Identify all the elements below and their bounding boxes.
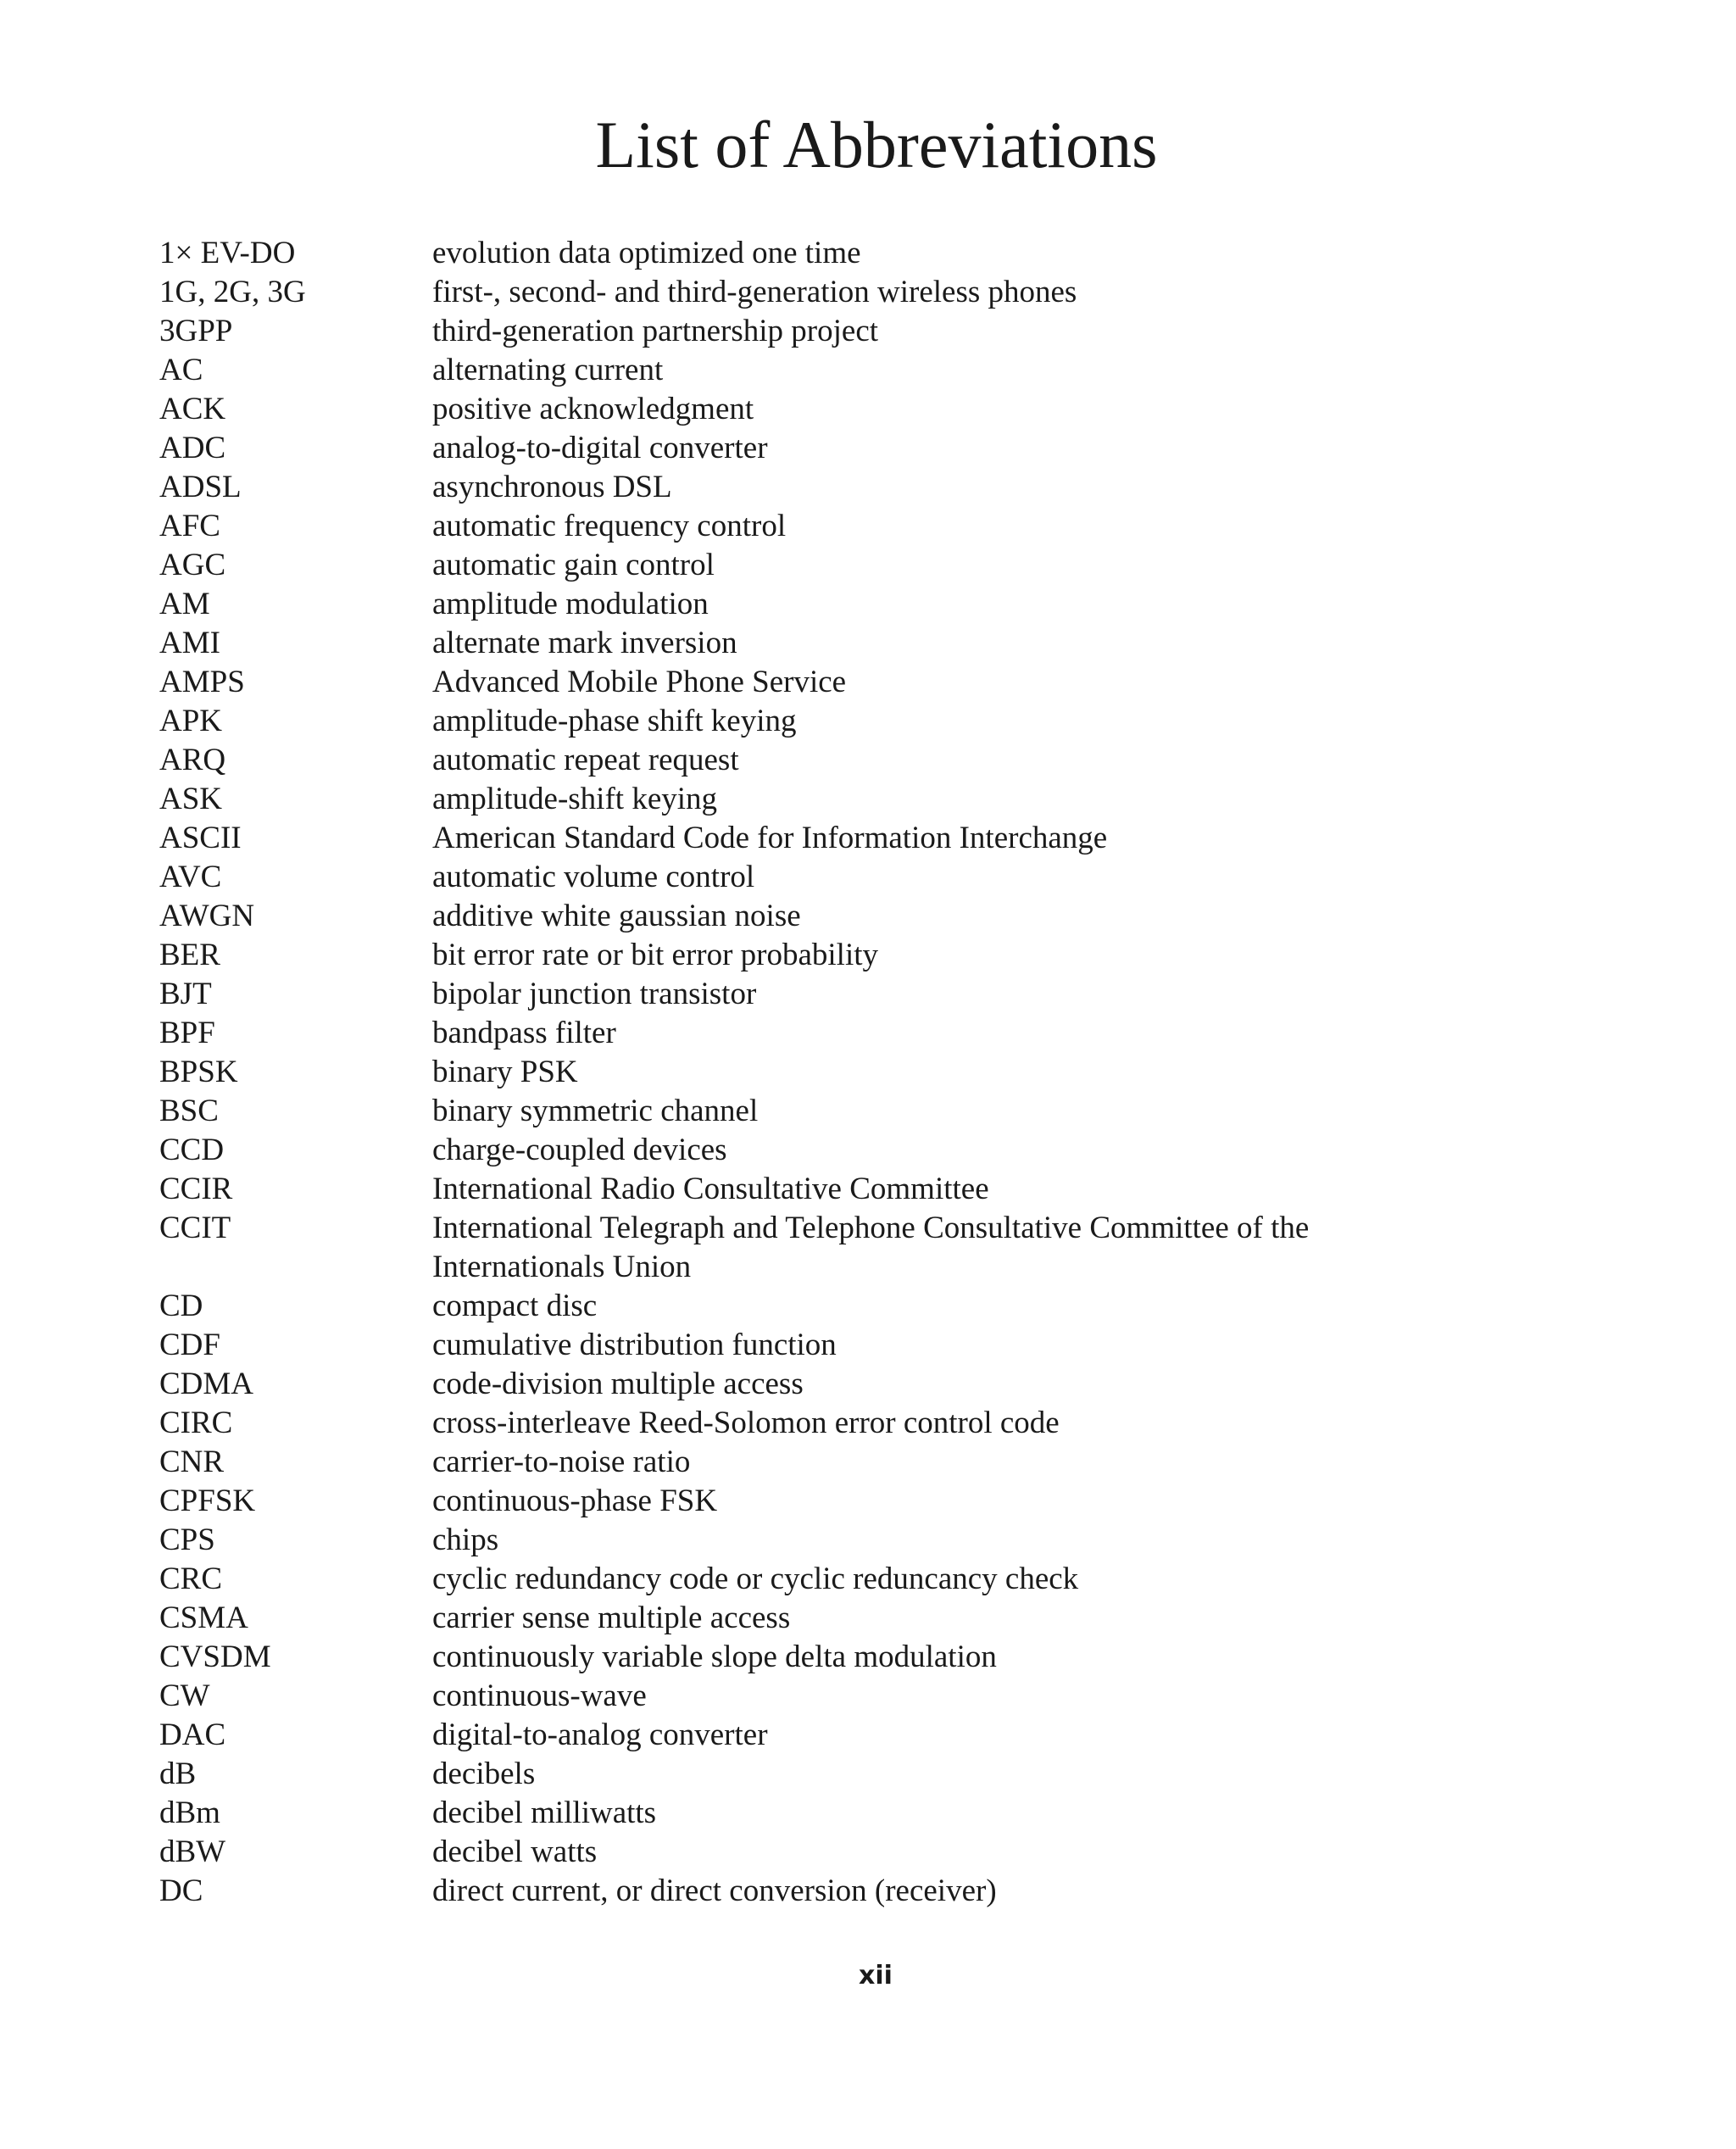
abbreviation-term: BJT bbox=[159, 977, 212, 1011]
abbreviation-definition: International Telegraph and Telephone Consultative Committee of the Internationals Union bbox=[432, 1211, 1310, 1284]
abbreviation-row bbox=[159, 975, 1600, 1014]
abbreviation-row bbox=[159, 1482, 1600, 1521]
abbreviation-row bbox=[159, 1755, 1600, 1794]
abbreviation-term: BER bbox=[159, 938, 220, 972]
abbreviation-definition: decibel watts bbox=[432, 1834, 598, 1869]
abbreviation-definition: cross-interleave Reed-Solomon error control code bbox=[432, 1406, 1060, 1440]
abbreviation-row bbox=[159, 351, 1600, 390]
abbreviation-row bbox=[159, 1521, 1600, 1560]
abbreviation-term: dB bbox=[159, 1757, 197, 1791]
abbreviation-term: 1× EV-DO bbox=[159, 236, 296, 270]
abbreviation-definition: additive white gaussian noise bbox=[432, 899, 801, 933]
abbreviation-row bbox=[159, 624, 1600, 663]
abbreviation-row bbox=[159, 1287, 1600, 1326]
abbreviation-row bbox=[159, 1014, 1600, 1053]
abbreviation-definition: cyclic redundancy code or cyclic reduncancy check bbox=[432, 1562, 1079, 1596]
abbreviation-term: AMI bbox=[159, 626, 220, 660]
abbreviation-term: ADC bbox=[159, 431, 226, 465]
abbreviation-definition: alternate mark inversion bbox=[432, 626, 737, 660]
abbreviation-term: CD bbox=[159, 1289, 203, 1323]
abbreviation-definition: direct current, or direct conversion (receiver) bbox=[432, 1873, 997, 1908]
abbreviation-term: 1G, 2G, 3G bbox=[159, 275, 306, 309]
abbreviation-definition: third-generation partnership project bbox=[432, 314, 879, 348]
abbreviation-definition: continuous-phase FSK bbox=[432, 1484, 718, 1518]
abbreviation-row bbox=[159, 1833, 1600, 1872]
abbreviation-term: AWGN bbox=[159, 899, 255, 933]
abbreviation-term: CDMA bbox=[159, 1367, 254, 1401]
abbreviation-definition: bandpass filter bbox=[432, 1016, 616, 1050]
abbreviation-term: CCIT bbox=[159, 1211, 231, 1245]
abbreviation-definition: automatic volume control bbox=[432, 860, 755, 894]
abbreviation-term: AVC bbox=[159, 860, 222, 894]
abbreviation-term: BPF bbox=[159, 1016, 215, 1050]
abbreviation-row bbox=[159, 1560, 1600, 1599]
abbreviation-term: BSC bbox=[159, 1094, 219, 1128]
abbreviation-definition: bit error rate or bit error probability bbox=[432, 938, 879, 972]
abbreviation-row bbox=[159, 702, 1600, 741]
abbreviation-term: CRC bbox=[159, 1562, 223, 1596]
abbreviation-term: AC bbox=[159, 353, 203, 387]
abbreviation-definition: positive acknowledgment bbox=[432, 392, 754, 426]
abbreviation-definition: code-division multiple access bbox=[432, 1367, 804, 1401]
abbreviation-term: AMPS bbox=[159, 665, 245, 699]
abbreviation-definition: bipolar junction transistor bbox=[432, 977, 757, 1011]
abbreviation-row bbox=[159, 1677, 1600, 1716]
abbreviation-row bbox=[159, 819, 1600, 858]
abbreviation-term: ADSL bbox=[159, 470, 242, 504]
abbreviation-term: dBm bbox=[159, 1795, 220, 1830]
abbreviation-row bbox=[159, 1131, 1600, 1170]
abbreviation-definition: automatic frequency control bbox=[432, 509, 787, 543]
abbreviation-term: CCIR bbox=[159, 1172, 233, 1206]
abbreviation-row bbox=[159, 1365, 1600, 1404]
abbreviation-definition: International Radio Consultative Committee bbox=[432, 1172, 989, 1206]
abbreviation-row bbox=[159, 585, 1600, 624]
abbreviation-term: AM bbox=[159, 587, 210, 621]
abbreviation-term: dBW bbox=[159, 1834, 226, 1869]
abbreviation-row bbox=[159, 507, 1600, 546]
abbreviation-row bbox=[159, 897, 1600, 936]
abbreviation-row bbox=[159, 273, 1600, 312]
abbreviation-row bbox=[159, 468, 1600, 507]
abbreviation-row bbox=[159, 1794, 1600, 1833]
abbreviation-row bbox=[159, 1404, 1600, 1443]
abbreviation-definition: decibels bbox=[432, 1757, 536, 1791]
abbreviation-row bbox=[159, 234, 1600, 273]
abbreviation-term: APK bbox=[159, 704, 223, 738]
abbreviation-definition: amplitude-phase shift keying bbox=[432, 704, 797, 738]
abbreviation-row bbox=[159, 390, 1600, 429]
page-number: xii bbox=[859, 1961, 893, 1990]
abbreviation-definition: continuous-wave bbox=[432, 1679, 647, 1713]
abbreviation-row bbox=[159, 1326, 1600, 1365]
abbreviation-definition: decibel milliwatts bbox=[432, 1795, 657, 1830]
abbreviation-definition: asynchronous DSL bbox=[432, 470, 672, 504]
abbreviation-definition: binary symmetric channel bbox=[432, 1094, 759, 1128]
abbreviation-row bbox=[159, 1638, 1600, 1677]
abbreviation-definition: compact disc bbox=[432, 1289, 598, 1323]
abbreviation-definition: analog-to-digital converter bbox=[432, 431, 768, 465]
abbreviation-definition: chips bbox=[432, 1523, 499, 1557]
abbreviation-term: CPS bbox=[159, 1523, 215, 1557]
abbreviation-term: CIRC bbox=[159, 1406, 233, 1440]
abbreviation-term: BPSK bbox=[159, 1055, 238, 1089]
abbreviation-definition: carrier sense multiple access bbox=[432, 1601, 791, 1635]
abbreviation-term: CDF bbox=[159, 1328, 220, 1362]
page-title: List of Abbreviations bbox=[595, 108, 1158, 181]
abbreviation-row bbox=[159, 1209, 1600, 1287]
abbreviation-definition: continuously variable slope delta modulation bbox=[432, 1640, 997, 1674]
abbreviation-definition: American Standard Code for Information Interchange bbox=[432, 821, 1108, 855]
abbreviation-definition: amplitude-shift keying bbox=[432, 782, 718, 816]
abbreviation-row bbox=[159, 1716, 1600, 1755]
abbreviation-term: 3GPP bbox=[159, 314, 233, 348]
abbreviation-term: AFC bbox=[159, 509, 220, 543]
abbreviation-row bbox=[159, 429, 1600, 468]
abbreviation-term: CVSDM bbox=[159, 1640, 271, 1674]
abbreviation-term: ACK bbox=[159, 392, 226, 426]
abbreviation-term: ASK bbox=[159, 782, 223, 816]
abbreviation-row bbox=[159, 1053, 1600, 1092]
abbreviation-definition: cumulative distribution function bbox=[432, 1328, 837, 1362]
abbreviation-row bbox=[159, 1092, 1600, 1131]
abbreviation-term: AGC bbox=[159, 548, 226, 582]
abbreviation-definition: alternating current bbox=[432, 353, 664, 387]
abbreviation-row bbox=[159, 858, 1600, 897]
abbreviation-row bbox=[159, 1872, 1600, 1911]
abbreviation-row bbox=[159, 663, 1600, 702]
abbreviation-definition: automatic gain control bbox=[432, 548, 715, 582]
abbreviation-row bbox=[159, 312, 1600, 351]
abbreviation-definition: Advanced Mobile Phone Service bbox=[432, 665, 847, 699]
abbreviation-definition: charge-coupled devices bbox=[432, 1133, 727, 1167]
abbreviation-row bbox=[159, 936, 1600, 975]
abbreviation-term: CCD bbox=[159, 1133, 225, 1167]
abbreviation-row bbox=[159, 1170, 1600, 1209]
abbreviation-term: ASCII bbox=[159, 821, 242, 855]
abbreviation-term: ARQ bbox=[159, 743, 226, 777]
abbreviation-row bbox=[159, 741, 1600, 780]
abbreviation-list bbox=[159, 234, 1600, 1911]
abbreviation-term: CPFSK bbox=[159, 1484, 256, 1518]
abbreviation-definition: carrier-to-noise ratio bbox=[432, 1445, 691, 1479]
abbreviation-term: DC bbox=[159, 1873, 203, 1908]
abbreviation-term: DAC bbox=[159, 1718, 226, 1752]
abbreviation-definition: evolution data optimized one time bbox=[432, 236, 861, 270]
abbreviation-definition: amplitude modulation bbox=[432, 587, 709, 621]
abbreviation-row bbox=[159, 1599, 1600, 1638]
abbreviation-definition: first-, second- and third-generation wireless phones bbox=[432, 275, 1077, 309]
abbreviation-definition: digital-to-analog converter bbox=[432, 1718, 768, 1752]
abbreviation-row bbox=[159, 780, 1600, 819]
abbreviation-row bbox=[159, 1443, 1600, 1482]
abbreviation-definition: automatic repeat request bbox=[432, 743, 739, 777]
abbreviation-row bbox=[159, 546, 1600, 585]
abbreviation-term: CSMA bbox=[159, 1601, 248, 1635]
abbreviation-term: CNR bbox=[159, 1445, 225, 1479]
abbreviation-definition: binary PSK bbox=[432, 1055, 578, 1089]
abbreviation-term: CW bbox=[159, 1679, 210, 1713]
